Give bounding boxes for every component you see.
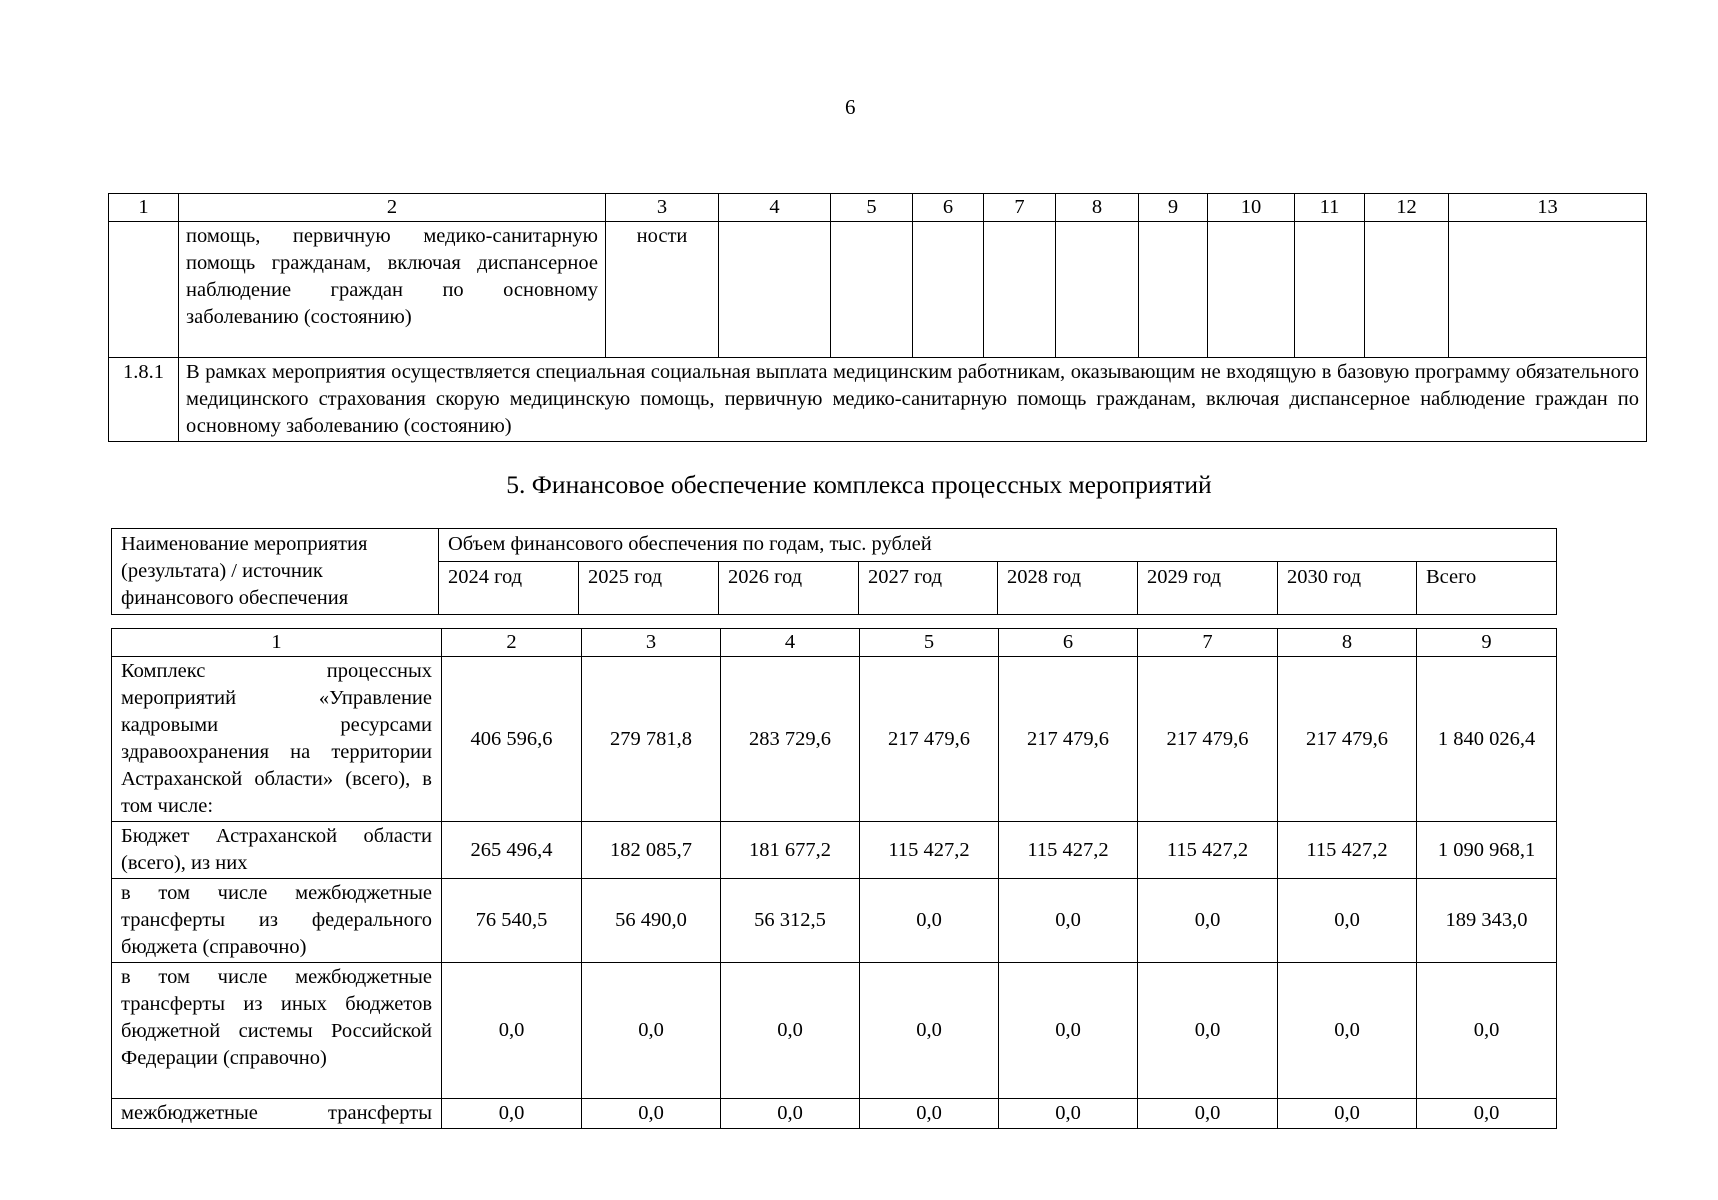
header-cell: 8 <box>1278 629 1417 657</box>
table-row <box>109 358 1647 442</box>
header-cell: 3 <box>582 629 721 657</box>
value-cell: 181 677,2 <box>721 822 860 879</box>
value-cell: 0,0 <box>999 1099 1138 1129</box>
year-header-cell: 2024 год <box>439 562 579 615</box>
header-cell: 9 <box>1417 629 1557 657</box>
value-cell: 0,0 <box>999 963 1138 1099</box>
value-cell: 0,0 <box>721 1099 860 1129</box>
header-cell: 5 <box>831 194 913 222</box>
header-cell: 7 <box>1138 629 1278 657</box>
value-cell: 115 427,2 <box>1278 822 1417 879</box>
header-cell: 6 <box>913 194 984 222</box>
header-cell: 8 <box>1056 194 1139 222</box>
value-cell: 217 479,6 <box>860 657 999 822</box>
unit-cell: ности <box>606 222 719 358</box>
value-cell: 279 781,8 <box>582 657 721 822</box>
empty-cell <box>1056 222 1139 358</box>
value-cell: 283 729,6 <box>721 657 860 822</box>
value-cell: 0,0 <box>860 1099 999 1129</box>
value-cell: 0,0 <box>1138 1099 1278 1129</box>
header-cell: 10 <box>1208 194 1295 222</box>
header-cell: 4 <box>721 629 860 657</box>
table-header-row <box>109 194 1647 222</box>
year-header-cell: 2026 год <box>719 562 859 615</box>
value-cell: 217 479,6 <box>999 657 1138 822</box>
measure-name-cell: помощь, первичную медико-санитарную помощь гражданам, включая диспансерное наблюдение граждан по основному заболеванию (состоянию) <box>179 222 606 358</box>
value-cell: 182 085,7 <box>582 822 721 879</box>
total-cell: 0,0 <box>1417 963 1557 1099</box>
total-header-cell: Всего <box>1417 562 1557 615</box>
value-cell: 0,0 <box>999 879 1138 963</box>
header-cell: 11 <box>1295 194 1365 222</box>
value-cell: 0,0 <box>860 963 999 1099</box>
year-header-cell: 2025 год <box>579 562 719 615</box>
header-cell: 2 <box>179 194 606 222</box>
header-cell: 12 <box>1365 194 1449 222</box>
source-name-cell: Комплекс процессных мероприятий «Управление кадровыми ресурсами здравоохранения на территории Астраханской области» (всего), в том числе: <box>112 657 442 822</box>
year-header-cell: 2028 год <box>998 562 1138 615</box>
value-cell: 56 490,0 <box>582 879 721 963</box>
value-cell: 217 479,6 <box>1138 657 1278 822</box>
table-row <box>109 222 1647 358</box>
header-cell: 13 <box>1449 194 1647 222</box>
header-cell: 4 <box>719 194 831 222</box>
value-cell: 56 312,5 <box>721 879 860 963</box>
empty-cell <box>719 222 831 358</box>
value-cell: 406 596,6 <box>442 657 582 822</box>
source-name-cell: Бюджет Астраханской области (всего), из них <box>112 822 442 879</box>
value-cell: 265 496,4 <box>442 822 582 879</box>
measure-description-cell: В рамках мероприятия осуществляется специальная социальная выплата медицинским работникам, оказывающим не входящую в базовую программу обязательного медицинского страхования скорую медицинскую помощь, первичную медико-санитарную помощь гражданам, включая диспансерное наблюдение граждан по основному заболеванию (состоянию) <box>179 358 1647 442</box>
value-cell: 217 479,6 <box>1278 657 1417 822</box>
row-number-cell: 1.8.1 <box>109 358 179 442</box>
empty-cell <box>1365 222 1449 358</box>
row-number-cell <box>109 222 179 358</box>
value-cell: 0,0 <box>721 963 860 1099</box>
value-cell: 115 427,2 <box>1138 822 1278 879</box>
value-cell: 115 427,2 <box>999 822 1138 879</box>
header-cell: 6 <box>999 629 1138 657</box>
year-header-cell: 2030 год <box>1278 562 1417 615</box>
value-cell: 0,0 <box>582 1099 721 1129</box>
page-number: 6 <box>845 95 856 119</box>
value-cell: 0,0 <box>442 1099 582 1129</box>
value-cell: 0,0 <box>1138 963 1278 1099</box>
empty-cell <box>1208 222 1295 358</box>
financing-volume-header: Объем финансового обеспечения по годам, тыс. рублей <box>439 529 1557 562</box>
empty-cell <box>831 222 913 358</box>
section-title: 5. Финансовое обеспечение комплекса процессных мероприятий <box>506 470 1212 499</box>
value-cell: 0,0 <box>582 963 721 1099</box>
measure-name-header: Наименование мероприятия (результата) / источник финансового обеспечения <box>112 529 439 615</box>
header-cell: 1 <box>109 194 179 222</box>
header-cell: 7 <box>984 194 1056 222</box>
value-cell: 0,0 <box>860 879 999 963</box>
empty-cell <box>913 222 984 358</box>
header-cell: 1 <box>112 629 442 657</box>
header-cell: 5 <box>860 629 999 657</box>
measures-table <box>108 193 1647 442</box>
value-cell: 0,0 <box>1138 879 1278 963</box>
value-cell: 0,0 <box>442 963 582 1099</box>
header-cell: 3 <box>606 194 719 222</box>
table-row <box>112 963 1557 1099</box>
financing-header-table <box>111 528 1557 615</box>
year-header-cell: 2027 год <box>859 562 998 615</box>
table-header-row <box>112 629 1557 657</box>
empty-cell <box>1139 222 1208 358</box>
table-row <box>112 879 1557 963</box>
total-cell: 1 840 026,4 <box>1417 657 1557 822</box>
value-cell: 115 427,2 <box>860 822 999 879</box>
value-cell: 0,0 <box>1278 879 1417 963</box>
header-cell: 9 <box>1139 194 1208 222</box>
empty-cell <box>984 222 1056 358</box>
total-cell: 189 343,0 <box>1417 879 1557 963</box>
value-cell: 0,0 <box>1278 963 1417 1099</box>
source-name-cell: в том числе межбюджетные трансферты из иных бюджетов бюджетной системы Российской Федерации (справочно) <box>112 963 442 1099</box>
source-name-cell: в том числе межбюджетные трансферты из федерального бюджета (справочно) <box>112 879 442 963</box>
table-row <box>112 822 1557 879</box>
value-cell: 0,0 <box>1278 1099 1417 1129</box>
financing-table <box>111 628 1557 1129</box>
empty-cell <box>1449 222 1647 358</box>
source-name-cell: межбюджетные трансферты <box>112 1099 442 1129</box>
total-cell: 1 090 968,1 <box>1417 822 1557 879</box>
table-row <box>112 1099 1557 1129</box>
header-cell: 2 <box>442 629 582 657</box>
empty-cell <box>1295 222 1365 358</box>
year-header-cell: 2029 год <box>1138 562 1278 615</box>
value-cell: 76 540,5 <box>442 879 582 963</box>
table-row <box>112 657 1557 822</box>
total-cell: 0,0 <box>1417 1099 1557 1129</box>
